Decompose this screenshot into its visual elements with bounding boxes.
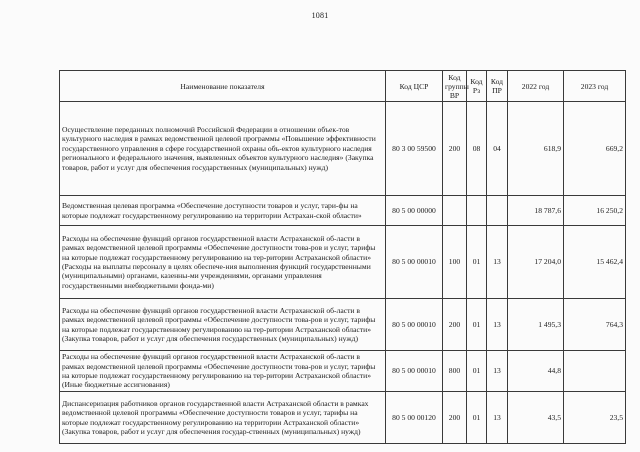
table-row: [60, 102, 626, 196]
row-vr: 200: [443, 392, 467, 444]
header-2022: 2022 год: [508, 71, 564, 102]
row-pr: 04: [487, 102, 508, 196]
row-pr: 13: [487, 299, 508, 351]
row-vr: [443, 196, 467, 226]
row-2023: 669,2: [564, 102, 626, 196]
row-pr: [487, 196, 508, 226]
header-code: Код ЦСР: [386, 71, 443, 102]
page-number: 1081: [311, 11, 329, 20]
row-rz: 01: [467, 299, 487, 351]
row-vr: 200: [443, 102, 467, 196]
row-2023: 15 462,4: [564, 226, 626, 299]
row-name: Осуществление переданных полномочий Российской Федерации в отношении объек-тов культурного наследия в рамках ведомственной целевой программы «Повышение эффективности государственного управления в сфере государственной охраны объ-ектов культурного наследия регионального и федерального значения, выявленных объектов культурного наследия» (Закупка товаров, работ и услуг для обеспечения государственных (муниципальных) нужд): [60, 102, 386, 196]
table-header-row: [60, 71, 626, 102]
row-rz: 01: [467, 226, 487, 299]
row-2022: 44,8: [508, 351, 564, 392]
row-rz: [467, 196, 487, 226]
header-vr: Код группы ВР: [443, 71, 467, 102]
row-2023: 16 250,2: [564, 196, 626, 226]
row-2022: 18 787,6: [508, 196, 564, 226]
row-code: 80 5 00 00000: [386, 196, 443, 226]
row-2023: [564, 351, 626, 392]
table-row: [60, 351, 626, 392]
header-name: Наименование показателя: [60, 71, 386, 102]
row-name: Диспансеризация работников органов государственной власти Астраханской области в рамках ведомственной целевой программы «Обеспечение доступности товаров и услуг, тарифы на которые подлежат государственному регулированию на территории Астраханской области» (Закупка товаров, работ и услуг для обеспечения государ-ственных (муниципальных) нужд): [60, 392, 386, 444]
row-name: Ведомственная целевая программа «Обеспечение доступности товаров и услуг, тари-фы на которые подлежат государственному регулированию на территории Астрахан-ской области»: [60, 196, 386, 226]
row-code: 80 3 00 59500: [386, 102, 443, 196]
header-2023: 2023 год: [564, 71, 626, 102]
row-code: 80 5 00 00010: [386, 299, 443, 351]
table-row: [60, 392, 626, 444]
row-rz: 08: [467, 102, 487, 196]
row-pr: 13: [487, 226, 508, 299]
row-2023: 23,5: [564, 392, 626, 444]
row-code: 80 5 00 00120: [386, 392, 443, 444]
row-vr: 200: [443, 299, 467, 351]
row-vr: 800: [443, 351, 467, 392]
budget-table: [59, 70, 626, 444]
row-name: Расходы на обеспечение функций органов государственной власти Астраханской об-ласти в рамках ведомственной целевой программы «Обеспечение доступности това-ров и услуг, тарифы на которые подлежат государственному регулированию на тер-ритории Астраханской области» (Расходы на выплаты персоналу в целях обеспече-ния выполнения функций государственными (муниципальными) органами, казенны-ми учреждениями, органами управления государственными внебюджетными фонда-ми): [60, 226, 386, 299]
header-pr: Код ПР: [487, 71, 508, 102]
table-row: [60, 226, 626, 299]
row-rz: 01: [467, 351, 487, 392]
row-2022: 43,5: [508, 392, 564, 444]
table-row: [60, 299, 626, 351]
row-2023: 764,3: [564, 299, 626, 351]
row-rz: 01: [467, 392, 487, 444]
row-code: 80 5 00 00010: [386, 226, 443, 299]
row-2022: 17 204,0: [508, 226, 564, 299]
row-vr: 100: [443, 226, 467, 299]
row-2022: 1 495,3: [508, 299, 564, 351]
row-name: Расходы на обеспечение функций органов государственной власти Астраханской об-ласти в рамках ведомственной целевой программы «Обеспечение доступности това-ров и услуг, тарифы на которые подлежат государственному регулированию на тер-ритории Астраханской области» (Иные бюджетные ассигнования): [60, 351, 386, 392]
header-rz: Код Рз: [467, 71, 487, 102]
row-pr: 13: [487, 392, 508, 444]
row-name: Расходы на обеспечение функций органов государственной власти Астраханской об-ласти в рамках ведомственной целевой программы «Обеспечение доступности това-ров и услуг, тарифы на которые подлежат государственному регулированию на тер-ритории Астраханской области» (Закупка товаров, работ и услуг для обеспечения государственных (муниципальных) нужд): [60, 299, 386, 351]
row-pr: 13: [487, 351, 508, 392]
table-row: [60, 196, 626, 226]
row-2022: 618,9: [508, 102, 564, 196]
row-code: 80 5 00 00010: [386, 351, 443, 392]
